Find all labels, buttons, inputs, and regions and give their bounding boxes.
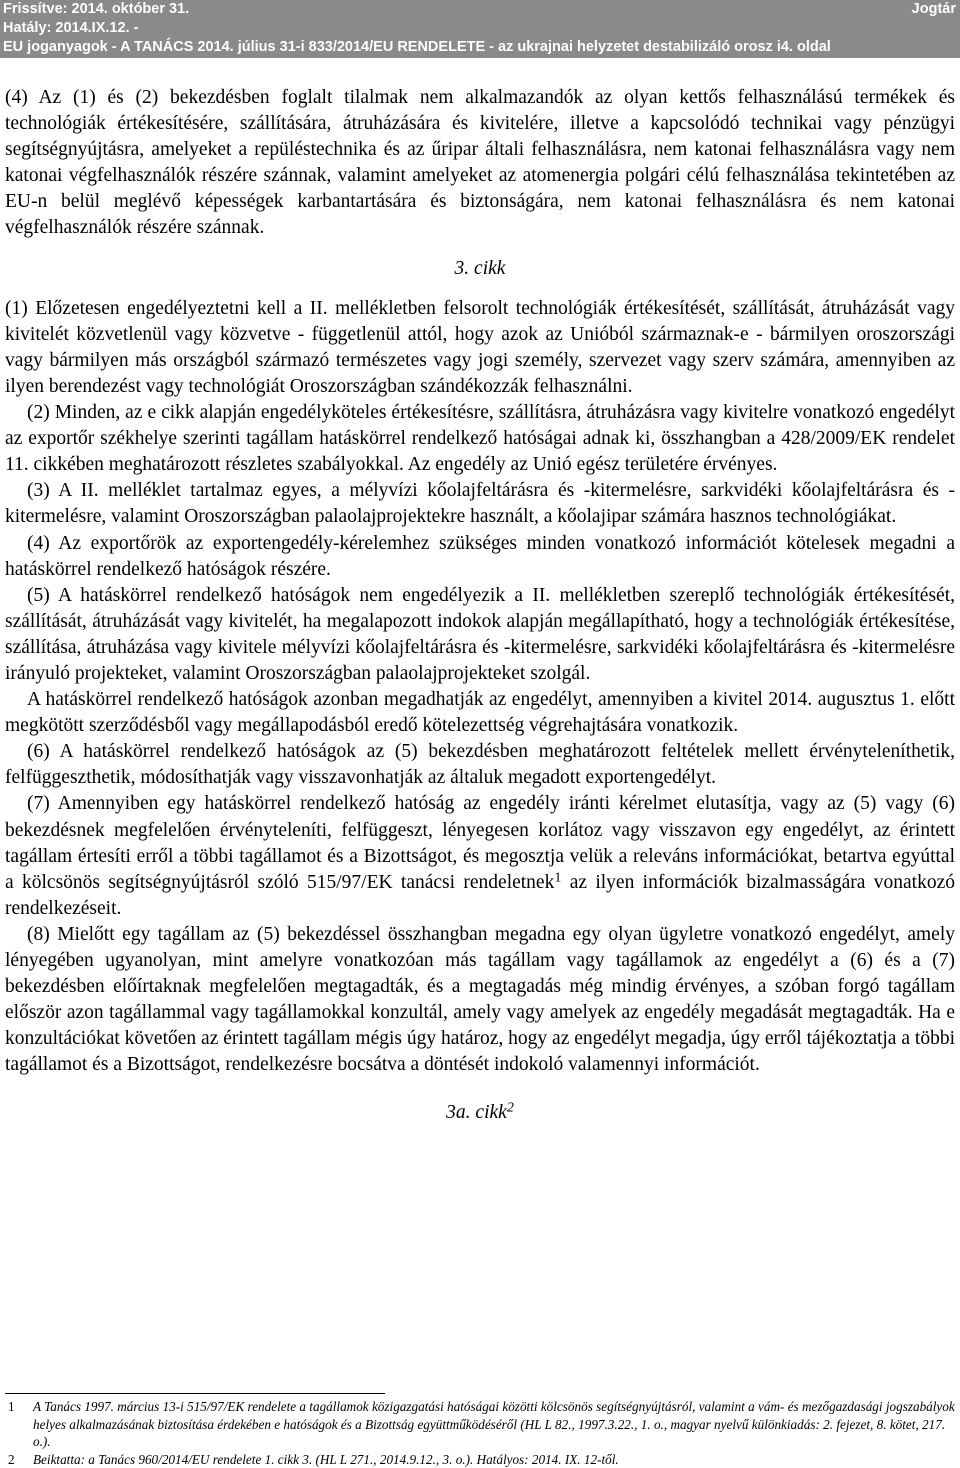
footnote-2 [5,1451,955,1468]
paragraph-7-text-end: az ilyen információk bizalmasságára vonatkozó rendelkezéseit. [5,871,955,919]
footnote-number: 2 [8,1451,15,1467]
paragraph-8: (8) Mielőtt egy tagállam az (5) bekezdéssel összhangban megadna egy olyan ügyletre vonatkozó engedélyt, amely lényegében ugyanolyan, mint amelyre vonatkozóan más tagállam vagy tagállamok az engedélyt a (6) és a (7) bekezdésben előírtaknak megfelelően megtagadták, és a megtagadás még mindig érvényes, a szóban forgó tagállam először azon tagállammal vagy tagállamokkal konzultál, amely vagy amelyek az engedély megadását megtagadták. Ha e konzultációkat követően az érintett tagállam mégis úgy határoz, hogy az engedélyt megadja, úgy erről tájékoztatja a többi tagállamot és a Bizottságot, rendelkezésre bocsátva a döntését indokoló valamennyi információt. [5,923,955,1076]
document-body [5,85,955,1141]
paragraph-4: (4) Az exportőrök az exportengedély-kérelemhez szükséges minden vonatkozó információt kötelesek megadni a hatáskörrel rendelkező hatóságok részére. [5,532,955,580]
paragraph-3: (3) A II. melléklet tartalmaz egyes, a mélyvízi kőolajfeltárásra és -kitermelésre, sarkvidéki kőolajfeltárásra és -kitermelésre, valamint Oroszországban palaolajprojektekre használt, a kőolajipar számára hasznos technológiákat. [5,480,955,528]
document-title: EU joganyagok - A TANÁCS 2014. július 31-i 833/2014/EU RENDELETE - az ukrajnai helyzetet destabilizáló orosz i4. oldal [3,39,831,55]
paragraph-5-continued: A hatáskörrel rendelkező hatóságok azonban megadhatják az engedélyt, amennyiben a kivitel 2014. augusztus 1. előtt megkötött szerződésből vagy megállapodásból eredő kötelezettség végrehajtására vonatkozik. [5,689,955,737]
footnote-number: 1 [8,1399,15,1414]
footnotes [5,1398,955,1468]
updated-date: Frissítve: 2014. október 31. [3,1,190,17]
footnote-ref-2[interactable]: 2 [506,1100,514,1117]
paragraph-7 [5,791,955,921]
paragraph-1: (1) Előzetesen engedélyeztetni kell a II. mellékletben felsorolt technológiák értékesítését, szállítását, átruházását vagy kivitelét közvetlenül vagy közvetve - függetlenül attól, hogy azok az Unióból származnak-e - bármilyen oroszországi vagy bármilyen más országból származó természetes vagy jogi személy, szervezet vagy szerv számára, amennyiben az ilyen berendezést vagy technológiát Oroszországban szándékozzák felhasználni. [5,297,955,397]
effective-date: Hatály: 2014.IX.12. - [3,20,139,36]
paragraph-7-text: (7) Amennyiben egy hatáskörrel rendelkező hatóság az engedély iránti kérelmet elutasítja, vagy az (5) vagy (6) bekezdésnek megfelelően érvényteleníti, felfüggeszt, lényegesen korlátoz vagy visszavon egy engedélyt, az érintett tagállam értesíti erről a többi tagállamot és a Bizottságot, és megosztja velük a releváns információkat, betartva egyúttal a kölcsönös segítségnyújtásról szóló 515/97/EK tanácsi rendeletnek [5,793,955,893]
paragraph-5: (5) A hatáskörrel rendelkező hatóságok nem engedélyezik a II. mellékletben szereplő technológiák értékesítését, szállítását, átruházását vagy kivitelét, ha megalapozott indokok alapján megállapítható, hogy a technológiák értékesítése, szállítása, átruházása vagy kivitele mélyvízi kőolajfeltárásra és -kitermelésre, sarkvidéki kőolajfeltárásra és -kitermelésre irányuló projekteket, valamint Oroszországban palaolajprojekteket szolgál. [5,584,955,684]
paragraph-2: (2) Minden, az e cikk alapján engedélyköteles értékesítésre, szállításra, átruházásra vagy kivitelre vonatkozó engedélyt az exportőr székhelye szerinti tagállam hatáskörrel rendelkező hatóságai adnak ki, összhangban a 428/2009/EK rendelet 11. cikkében meghatározott részletes szabályokkal. Az engedély az Unió egész területére érvényes. [5,402,955,476]
article-heading-3: 3. cikk [454,257,506,279]
page-header [0,0,960,58]
paragraph-6: (6) A hatáskörrel rendelkező hatóságok az (5) bekezdésben meghatározott feltételek mellett érvényteleníthetik, felfüggeszthetik, módosíthatják vagy visszavonhatják az általuk megadott exportengedélyt. [5,741,955,789]
footnote-1 [5,1398,955,1451]
footnote-text: A Tanács 1997. március 13-i 515/97/EK rendelete a tagállamok közigazgatási hatóságai közötti kölcsönös segítségnyújtásról, valamint a vám- és mezőgazdasági jogszabályok helyes alkalmazásának biztosítása érdekében e hatóságok és a Bizottság együttműködéséről (HL L 82., 1997.3.22., 1. o., magyar nyelvű különkiadás: 2. fejezet, 8. kötet, 217. o.). [33,1399,955,1450]
footnote-ref-1[interactable]: 1 [554,869,562,886]
footnote-divider [5,1393,385,1394]
brand-logo-text: Jogtár [911,1,956,17]
paragraph-intro: (4) Az (1) és (2) bekezdésben foglalt tilalmak nem alkalmazandók az olyan kettős felhasználású termékek és technológiák értékesítésére, szállítására, átruházására és kivitelére, illetve a kapcsolódó technikai vagy pénzügyi segítségnyújtásra, amelyeket a repüléstechnika és az űripar általi felhasználásra, nem katonai felhasználásra vagy nem katonai végfelhasználók részére szánnak, valamint amelyeket az atomenergia polgári célú felhasználása tekintetében az EU-n belül meglévő képességek karbantartására és biztonságára, nem katonai felhasználásra és nem katonai végfelhasználók részére szánnak. [5,87,955,239]
footnote-text: Beiktatta: a Tanács 960/2014/EU rendelete 1. cikk 3. (HL L 271., 2014.9.12., 3. o.). Hatályos: 2014. IX. 12-től. [33,1451,619,1467]
article-heading-3a [5,1100,955,1126]
article-heading-3a-text: 3a. cikk [446,1102,507,1124]
